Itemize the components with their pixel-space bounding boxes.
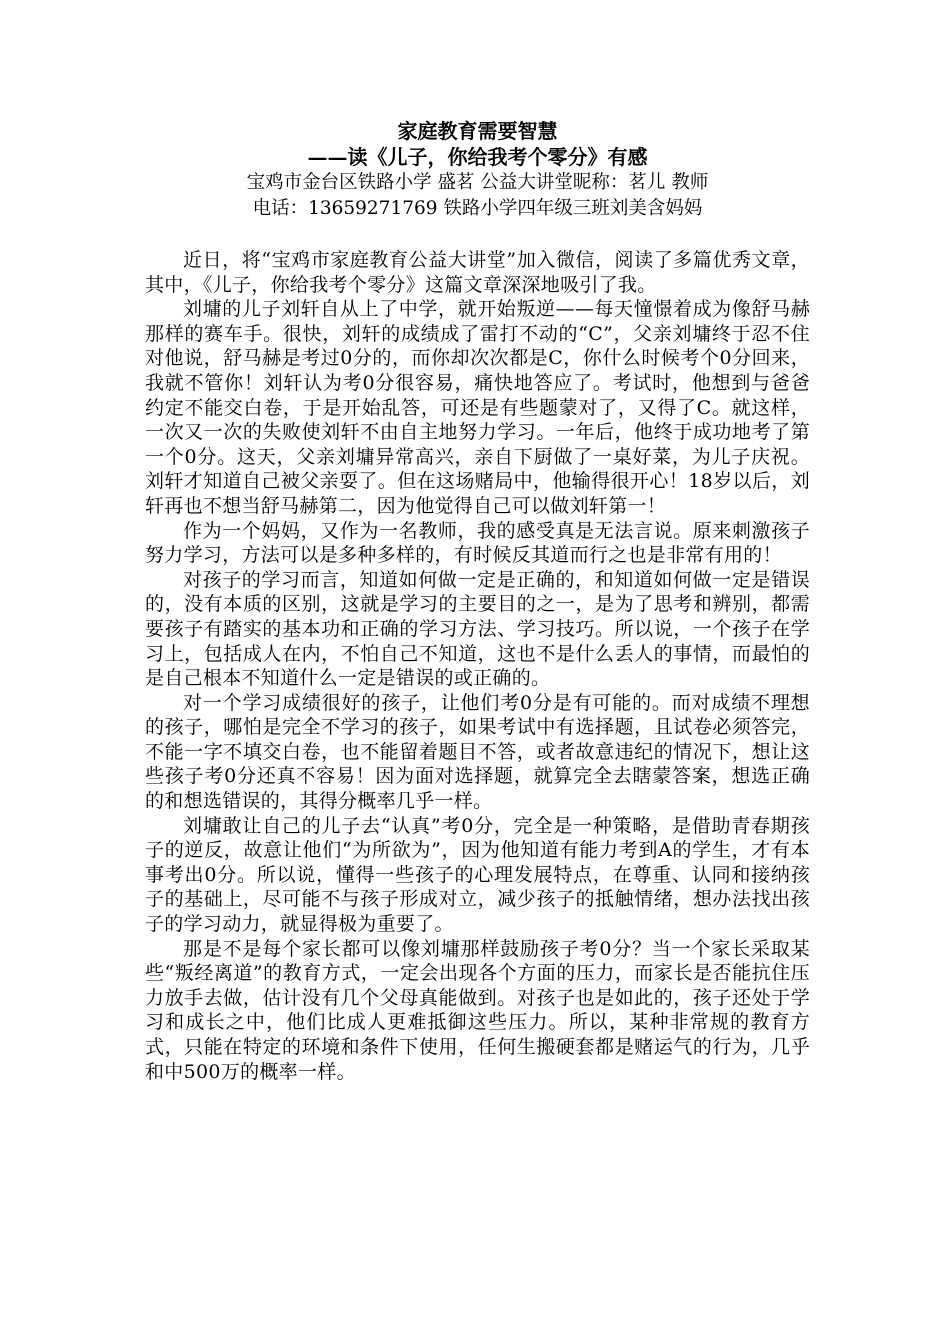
paragraph: 刘墉的儿子刘轩自从上了中学，就开始叛逆——每天憧憬着成为像舒马赫那样的赛车手。很快，刘轩的成绩成了雷打不动的“C”，父亲刘墉终于忍不住对他说，舒马赫是考过0分的，而你却次次都是C，你什么时候考个0分回来，我就不管你！刘轩认为考0分很容易，痛快地答应了。考试时，他想到与爸爸约定不能交白卷，于是开始乱答，可还是有些题蒙对了，又得了C。就这样，一次又一次的失败使刘轩不由自主地努力学习。一年后，他终于成功地考了第一个0分。这天，父亲刘墉异常高兴，亲自下厨做了一桌好菜，为儿子庆祝。刘轩才知道自己被父亲耍了。但在这场赌局中，他输得很开心！18岁以后，刘轩再也不想当舒马赫第二，因为他觉得自己可以做刘轩第一！ xyxy=(145,298,810,517)
document-title: 家庭教育需要智慧 xyxy=(397,119,558,143)
paragraph: 刘墉敢让自己的儿子去“认真”考0分，完全是一种策略，是借助青春期孩子的逆反，故意让他们“为所欲为”，因为他知道有能力考到A的学生，才有本事考出0分。所以说，懂得一些孩子的心理发展特点，在尊重、认同和接纳孩子的基础上，尽可能不与孩子形成对立，减少孩子的抵触情绪，想办法找出孩子的学习动力，就显得极为重要了。 xyxy=(145,814,810,936)
paragraph: 对一个学习成绩很好的孩子，让他们考0分是有可能的。而对成绩不理想的孩子，哪怕是完全不学习的孩子，如果考试中有选择题，且试卷必须答完，不能一字不填交白卷，也不能留着题目不答，或者故意违纪的情况下，想让这些孩子考0分还真不容易！因为面对选择题，就算完全去瞎蒙答案，想选正确的和想选错误的，其得分概率几乎一样。 xyxy=(145,691,810,813)
paragraph: 那是不是每个家长都可以像刘墉那样鼓励孩子考0分？当一个家长采取某些“叛经离道”的教育方式，一定会出现各个方面的压力，而家长是否能抗住压力放手去做，估计没有几个父母真能做到。对孩子也是如此的，孩子还处于学习和成长之中，他们比成人更难抵御这些压力。所以，某种非常规的教育方式，只能在特定的环境和条件下使用，任何生搬硬套都是赌运气的行为，几乎和中500万的概率一样。 xyxy=(145,937,810,1083)
document-subtitle: ——读《儿子，你给我考个零分》有感 xyxy=(307,145,648,169)
article-body xyxy=(145,248,810,1084)
paragraph: 作为一个妈妈，又作为一名教师，我的感受真是无法言说。原来刺激孩子努力学习，方法可以是多种多样的，有时候反其道而行之也是非常有用的！ xyxy=(145,519,810,567)
author-line: 宝鸡市金台区铁路小学 盛茗 公益大讲堂昵称：茗儿 教师 xyxy=(246,172,709,193)
document-page xyxy=(145,118,810,1084)
paragraph: 对孩子的学习而言，知道如何做一定是正确的，和知道如何做一定是错误的，没有本质的区别，这就是学习的主要目的之一，是为了思考和辨别，都需要孩子有踏实的基本功和正确的学习方法、学习技巧。所以说，一个孩子在学习上，包括成人在内，不怕自己不知道，这也不是什么丢人的事情，而最怕的是自己根本不知道什么一定是错误的或正确的。 xyxy=(145,568,810,690)
paragraph: 近日，将“宝鸡市家庭教育公益大讲堂”加入微信，阅读了多篇优秀文章，其中，《儿子，你给我考个零分》这篇文章深深地吸引了我。 xyxy=(145,249,810,296)
contact-line: 电话：13659271769 铁路小学四年级三班刘美含妈妈 xyxy=(252,198,703,219)
